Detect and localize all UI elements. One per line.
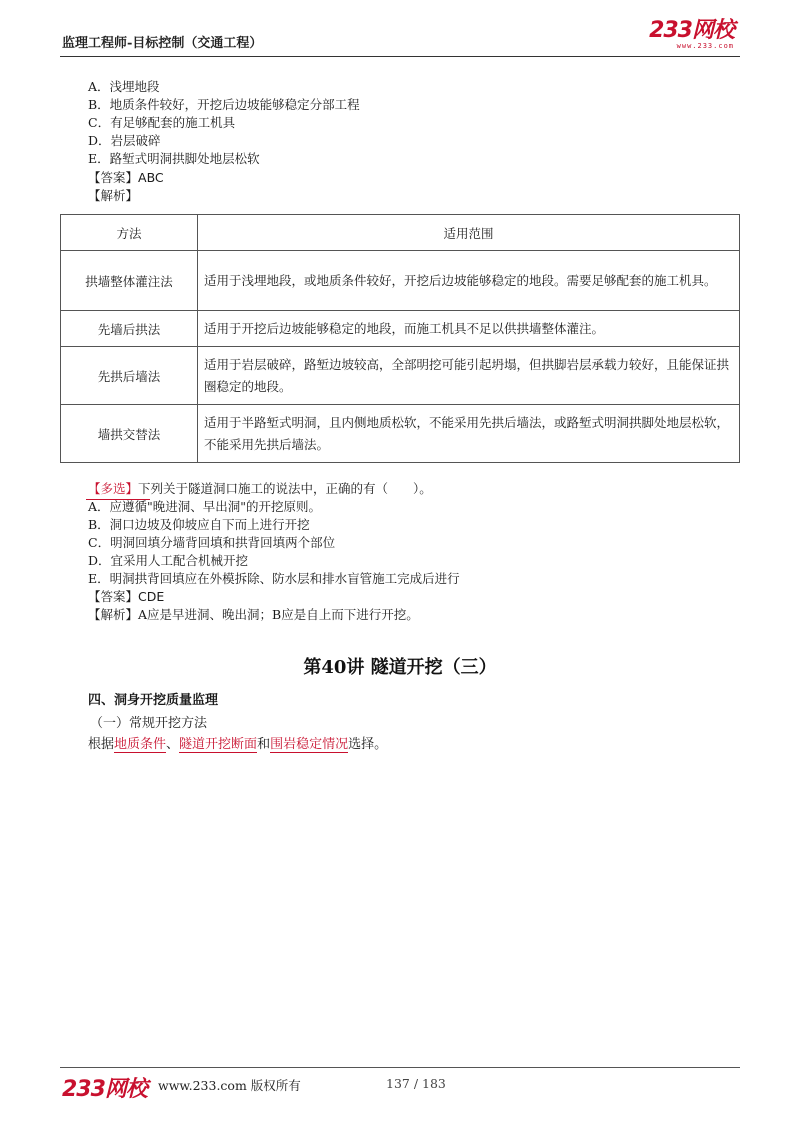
scope-cell: 适用于半路堑式明洞，且内侧地质松软，不能采用先拱后墙法，或路堑式明洞拱脚处地层松软，不能采用先拱后墙法。: [198, 405, 740, 463]
q2-option-a: A．应遵循"晚进洞、早出洞"的开挖原则。: [88, 499, 322, 514]
q2-option-b: B．洞口边坡及仰坡应自下而上进行开挖: [88, 517, 310, 532]
body-separator: 、: [166, 737, 180, 752]
table-header-row: [61, 215, 740, 251]
page-number: 137 / 183: [386, 1076, 446, 1091]
keyword-rock-stability: 围岩稳定情况: [270, 737, 349, 752]
q2-analysis-label: 【解析】: [88, 607, 139, 622]
q1-analysis-label: 【解析】: [88, 188, 139, 203]
footer-copyright: www.233.com 版权所有: [158, 1078, 301, 1093]
header-scope: 适用范围: [198, 215, 740, 251]
table-row: [61, 405, 740, 463]
scope-cell: 适用于开挖后边坡能够稳定的地段，而施工机具不足以供拱墙整体灌注。: [198, 311, 740, 347]
scope-cell: 适用于岩层破碎，路堑边坡较高，全部明挖可能引起坍塌，但拱脚岩层承载力较好，且能保证拱圈稳定的地段。: [198, 347, 740, 405]
q2-stem: 下列关于隧道洞口施工的说法中，正确的有（ ）。: [138, 481, 432, 496]
logo-url: www.233.com: [676, 42, 734, 50]
q2-option-d: D．宜采用人工配合机械开挖: [88, 553, 249, 568]
q1-option-a: A．浅埋地段: [88, 79, 160, 94]
q1-answer: [88, 169, 164, 187]
q1-option-d: D．岩层破碎: [88, 133, 161, 148]
q2-option-c: C．明洞回填分墙背回填和拱背回填两个部位: [88, 535, 336, 550]
logo-text: 233网校: [649, 18, 734, 43]
body-suffix: 选择。: [348, 737, 388, 752]
method-cell: 先拱后墙法: [61, 347, 198, 405]
table-row: [61, 251, 740, 311]
q2-answer: [88, 588, 164, 606]
keyword-geology: 地质条件: [114, 737, 167, 752]
footer-divider: [60, 1067, 740, 1068]
q2-analysis-text: A应是早进洞、晚出洞；B应是自上而下进行开挖。: [138, 607, 419, 622]
question-type-tag: 【多选】: [88, 481, 139, 496]
q2-option-e: E．明洞拱背回填应在外模拆除、防水层和排水盲管施工完成后进行: [88, 571, 460, 586]
brand-logo[interactable]: [649, 20, 734, 50]
q1-option-c: C．有足够配套的施工机具: [88, 115, 236, 130]
q2-answer-label: 【答案】: [88, 589, 139, 604]
keyword-excavation-section: 隧道开挖断面: [179, 737, 258, 752]
body-separator: 和: [257, 737, 271, 752]
footer-logo[interactable]: 233网校: [62, 1077, 147, 1102]
q2-answer-value: CDE: [138, 589, 165, 604]
table-row: [61, 311, 740, 347]
method-cell: 先墙后拱法: [61, 311, 198, 347]
methods-table: [60, 214, 740, 463]
body-prefix: 根据: [88, 737, 115, 752]
section-heading: 四、洞身开挖质量监理: [88, 693, 219, 708]
body-paragraph: [88, 733, 387, 752]
method-cell: 墙拱交替法: [61, 405, 198, 463]
q1-option-e: E．路堑式明洞拱脚处地层松软: [88, 151, 260, 166]
document-header-title: 监理工程师-目标控制（交通工程）: [62, 36, 263, 51]
q2-stem-line: [88, 480, 432, 498]
q1-option-b: B．地质条件较好，开挖后边坡能够稳定分部工程: [88, 97, 360, 112]
table-row: [61, 347, 740, 405]
q2-analysis: [88, 606, 419, 624]
header-method: 方法: [61, 215, 198, 251]
lecture-title: 第40讲 隧道开挖（三）: [303, 657, 497, 678]
scope-cell: 适用于浅埋地段，或地质条件较好，开挖后边坡能够稳定的地段。需要足够配套的施工机具。: [198, 251, 740, 311]
header-divider: [60, 56, 740, 57]
q1-answer-label: 【答案】: [88, 170, 139, 185]
subsection-heading: （一）常规开挖方法: [90, 716, 208, 731]
q1-answer-value: ABC: [138, 170, 164, 185]
method-cell: 拱墙整体灌注法: [61, 251, 198, 311]
